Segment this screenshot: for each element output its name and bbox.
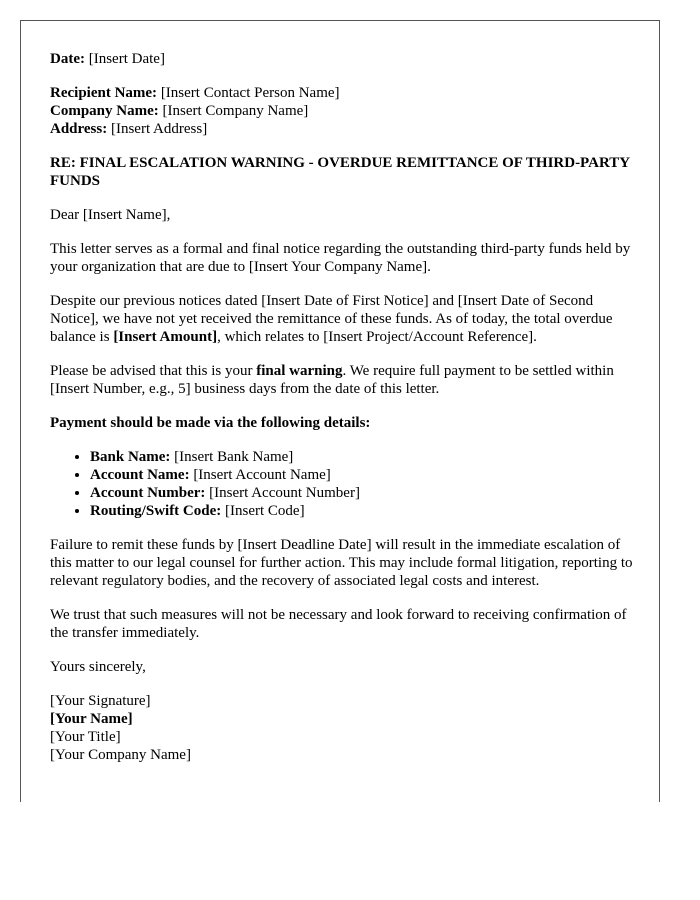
recipient-name-label: Recipient Name: — [50, 85, 158, 101]
payment-detail-account-number — [90, 484, 635, 502]
closing: Yours sincerely, — [50, 659, 146, 675]
payment-detail-label: Routing/Swift Code: — [90, 503, 222, 519]
paragraph-final-warning — [50, 362, 635, 398]
salutation: Dear [Insert Name], — [50, 207, 171, 223]
address-value: [Insert Address] — [110, 121, 208, 137]
recipient-block — [50, 84, 635, 138]
paragraph-previous-notices-text: Despite our previous notices dated [Insert Date of First Notice] and [Insert Date of Second Notice], we have not yet received the remittance of these funds. As of today, the total overdue balance is — [50, 293, 613, 345]
overdue-amount: [Insert Amount] — [113, 329, 218, 345]
signer-name: [Your Name] — [50, 711, 133, 727]
company-name-value: [Insert Company Name] — [162, 103, 309, 119]
letter-page — [20, 20, 660, 802]
subject-line: RE: FINAL ESCALATION WARNING - OVERDUE REMITTANCE OF THIRD-PARTY FUNDS — [50, 155, 630, 189]
payment-detail-value: [Insert Account Number] — [205, 485, 360, 501]
paragraph-notice: This letter serves as a formal and final notice regarding the outstanding third-party funds held by your organization that are due to [Insert Your Company Name]. — [50, 241, 631, 275]
recipient-name-line — [50, 84, 635, 102]
signer-title: [Your Title] — [50, 729, 121, 745]
signature-block — [50, 692, 635, 764]
signer-company: [Your Company Name] — [50, 747, 191, 763]
recipient-name-value: [Insert Contact Person Name] — [160, 85, 340, 101]
company-name-line — [50, 102, 635, 120]
payment-detail-label: Bank Name: — [90, 449, 171, 465]
final-warning-emphasis: final warning — [256, 363, 343, 379]
payment-detail-account-name — [90, 466, 635, 484]
paragraph-previous-notices — [50, 292, 635, 346]
payment-detail-label: Account Number: — [90, 485, 206, 501]
payment-detail-value: [Insert Code] — [221, 503, 305, 519]
paragraph-trust: We trust that such measures will not be necessary and look forward to receiving confirmation of the transfer immediately. — [50, 607, 627, 641]
paragraph-previous-notices-tail: , which relates to [Insert Project/Account Reference]. — [217, 329, 537, 345]
payment-detail-routing-code — [90, 502, 635, 520]
payment-detail-label: Account Name: — [90, 467, 190, 483]
date-line — [50, 50, 635, 68]
payment-detail-bank-name — [90, 448, 635, 466]
final-warning-tail: . We require full payment to be settled within [Insert Number, e.g., 5] business days from the date of this letter. — [50, 363, 614, 397]
paragraph-consequences: Failure to remit these funds by [Insert Deadline Date] will result in the immediate escalation of this matter to our legal counsel for further action. This may include formal litigation, reporting to relevant regulatory bodies, and the recovery of associated legal costs and interest. — [50, 537, 633, 589]
final-warning-text: Please be advised that this is your — [50, 363, 257, 379]
date-label: Date: — [50, 51, 85, 67]
signature-placeholder: [Your Signature] — [50, 693, 151, 709]
letter-body — [50, 50, 635, 780]
address-label: Address: — [50, 121, 108, 137]
company-name-label: Company Name: — [50, 103, 159, 119]
date-value: [Insert Date] — [88, 51, 165, 67]
payment-detail-value: [Insert Account Name] — [189, 467, 331, 483]
payment-heading: Payment should be made via the following details: — [50, 415, 371, 431]
payment-details-list — [50, 448, 635, 520]
address-line — [50, 120, 635, 138]
payment-detail-value: [Insert Bank Name] — [170, 449, 294, 465]
